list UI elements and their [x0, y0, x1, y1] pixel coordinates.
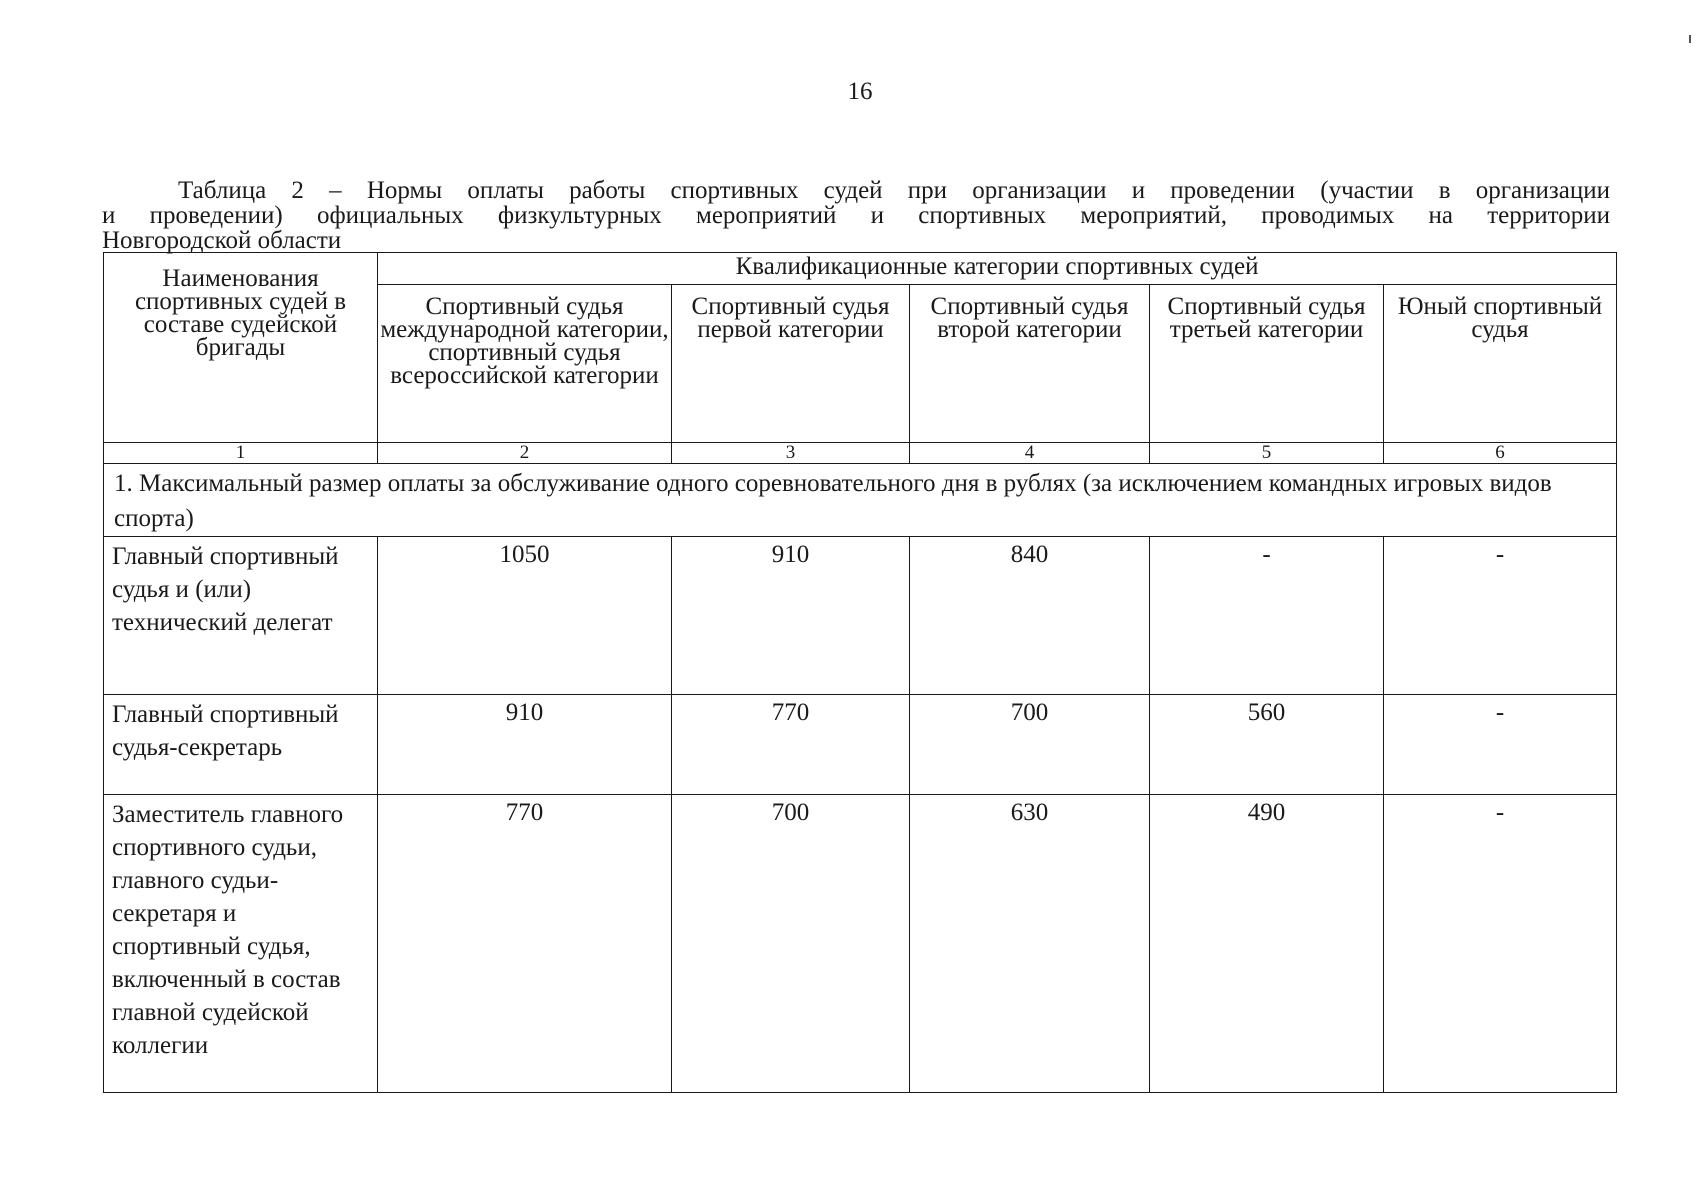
payment-value: 1050	[378, 537, 672, 695]
judge-role-name: Главный спортивный судья-секретарь	[104, 695, 378, 795]
payment-value: 700	[910, 695, 1150, 795]
payment-value: 910	[672, 537, 910, 695]
header-names-column: Наименования спортивных судей в составе судейской бригады	[104, 253, 378, 443]
column-number: 4	[910, 443, 1150, 464]
column-number: 5	[1150, 443, 1384, 464]
payment-value: -	[1384, 695, 1617, 795]
payment-value: 630	[910, 795, 1150, 1093]
payment-value: -	[1384, 795, 1617, 1093]
table-caption	[102, 178, 1610, 253]
judge-role-name: Главный спортивный судья и (или) технический делегат	[104, 537, 378, 695]
header-category: Спортивный судья третьей категории	[1150, 285, 1384, 443]
payment-value: 910	[378, 695, 672, 795]
scan-mark	[1689, 35, 1691, 43]
judge-role-name: Заместитель главного спортивного судьи, главного судьи-секретаря и спортивный судья, включенный в состав главной судейской коллегии	[104, 795, 378, 1093]
header-categories-group: Квалификационные категории спортивных судей	[378, 253, 1617, 285]
header-category: Спортивный судья международной категории, спортивный судья всероссийской категории	[378, 285, 672, 443]
table-row	[104, 695, 1617, 795]
header-category: Спортивный судья второй категории	[910, 285, 1150, 443]
payment-value: 840	[910, 537, 1150, 695]
header-category: Юный спортивный судья	[1384, 285, 1617, 443]
column-number: 2	[378, 443, 672, 464]
caption-line: Таблица 2 – Нормы оплаты работы спортивных судей при организации и проведении (участии в организации	[178, 177, 1610, 204]
header-row	[104, 253, 1617, 285]
table-row	[104, 795, 1617, 1093]
caption-line: и проведении) официальных физкультурных мероприятий и спортивных мероприятий, проводимых на территории	[102, 202, 1610, 229]
column-number: 3	[672, 443, 910, 464]
payment-value: 770	[672, 695, 910, 795]
payment-norms-table	[103, 252, 1617, 1093]
section-title: 1. Максимальный размер оплаты за обслуживание одного соревновательного дня в рублях (за исключением командных игровых видов спорта)	[104, 464, 1617, 537]
column-number: 1	[104, 443, 378, 464]
payment-value: -	[1150, 537, 1384, 695]
caption-line: Новгородской области	[102, 227, 342, 254]
payment-value: 770	[378, 795, 672, 1093]
header-category: Спортивный судья первой категории	[672, 285, 910, 443]
payment-value: 490	[1150, 795, 1384, 1093]
section-row	[104, 464, 1617, 537]
table-row	[104, 537, 1617, 695]
page-number: 16	[847, 78, 873, 105]
column-numbers-row	[104, 443, 1617, 464]
column-number: 6	[1384, 443, 1617, 464]
payment-value: 700	[672, 795, 910, 1093]
payment-value: -	[1384, 537, 1617, 695]
payment-value: 560	[1150, 695, 1384, 795]
